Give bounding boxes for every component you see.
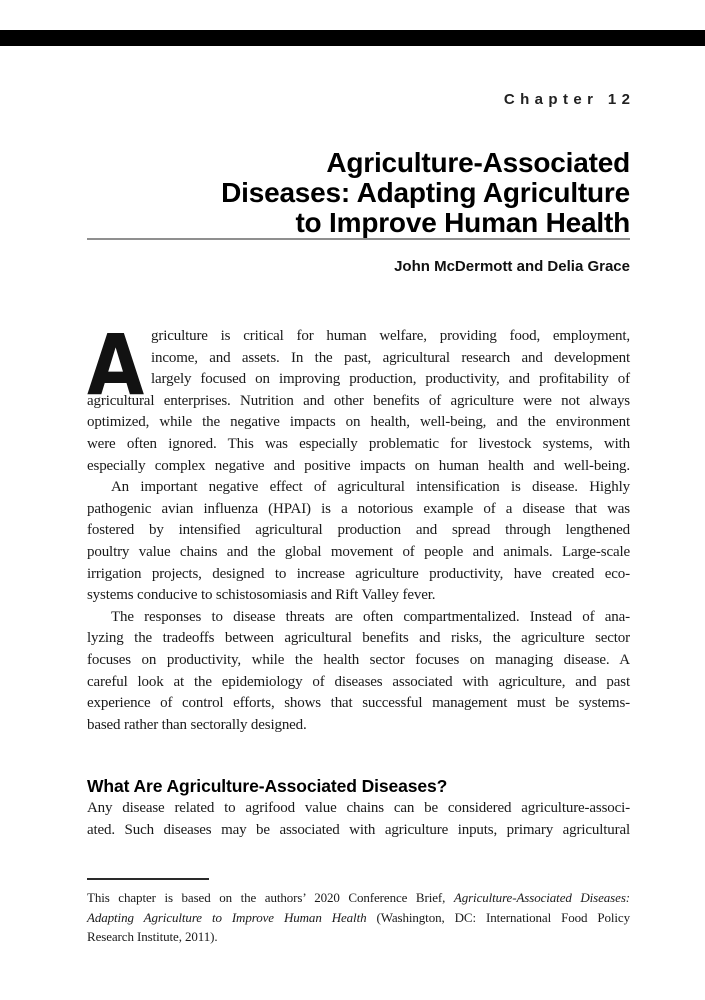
section-paragraph <box>87 798 630 841</box>
drop-cap: A <box>87 316 145 414</box>
body-line: were often ignored. This was especially problematic for livestock systems, with <box>87 435 630 452</box>
body-line: ated. Such diseases may be associated with agriculture inputs, primary agricultural <box>87 821 630 838</box>
authors-byline: John McDermott and Delia Grace <box>394 258 630 275</box>
body-line: poultry value chains and the global movement of people and animals. Large-scale <box>87 543 630 560</box>
body-line: The responses to disease threats are often compartmentalized. Instead of ana- <box>111 608 630 625</box>
body-line: Any disease related to agrifood value chains can be considered agriculture-associ- <box>87 800 630 816</box>
body-line: agricultural enterprises. Nutrition and other benefits of agriculture were not always <box>87 392 630 409</box>
body-text <box>87 316 630 736</box>
body-line: lyzing the tradeoffs between agricultural benefits and risks, the agriculture sector <box>87 630 630 647</box>
section-heading: What Are Agriculture-Associated Diseases? <box>87 776 448 796</box>
body-line: irrigation projects, designed to increase agriculture productivity, have created eco- <box>87 565 630 582</box>
body-line: income, and assets. In the past, agricultural research and development <box>151 349 630 366</box>
paragraph-3 <box>87 607 630 737</box>
body-line: optimized, while the negative impacts on health, well-being, and the environment <box>87 414 630 431</box>
body-line: careful look at the epidemiology of diseases associated with agriculture, and past <box>87 673 630 690</box>
title-divider <box>87 238 630 240</box>
body-line: fostered by intensified agricultural production and spread through lengthened <box>87 522 630 539</box>
footnote <box>87 888 630 947</box>
body-line: experience of control efforts, shows that successful management must be systems- <box>87 695 630 712</box>
footnote-italic-title: Adapting Agriculture to Improve Human Health <box>87 909 367 925</box>
top-black-bar <box>0 30 705 46</box>
paragraph-2 <box>87 477 630 607</box>
body-line: largely focused on improving production, productivity, and profitability of <box>151 371 630 388</box>
footnote-italic-title: Agriculture-Associated Diseases: <box>453 890 631 905</box>
body-line: griculture is critical for human welfare, providing food, employment, <box>151 328 630 344</box>
page-title <box>87 148 630 238</box>
footnote-line <box>87 908 630 928</box>
title-line: Agriculture-Associated <box>326 147 630 178</box>
footnote-line <box>87 888 630 908</box>
title-line: Diseases: Adapting Agriculture <box>221 177 630 208</box>
footnote-divider <box>87 878 209 880</box>
chapter-label-text: Chapter 12 <box>503 91 636 108</box>
body-line: An important negative effect of agricultural intensification is disease. Highly <box>111 479 630 496</box>
body-line: especially complex negative and positive impacts on human health and well-being. <box>87 457 630 474</box>
title-line: to Improve Human Health <box>295 207 630 238</box>
footnote-text: (Washington, DC: International Food Policy <box>366 909 630 925</box>
body-line: systems conducive to schistosomiasis and Rift Valley fever. <box>87 587 436 604</box>
paragraph-1 <box>87 316 630 477</box>
body-line: focuses on productivity, while the health sector focuses on managing disease. A <box>87 651 630 668</box>
body-line: pathogenic avian influenza (HPAI) is a notorious example of a disease that was <box>87 500 630 517</box>
footnote-line: Research Institute, 2011). <box>87 929 218 945</box>
footnote-text: This chapter is based on the authors’ 2020 Conference Brief, <box>87 890 454 905</box>
chapter-label <box>87 91 636 109</box>
body-line: based rather than sectorally designed. <box>87 716 307 733</box>
